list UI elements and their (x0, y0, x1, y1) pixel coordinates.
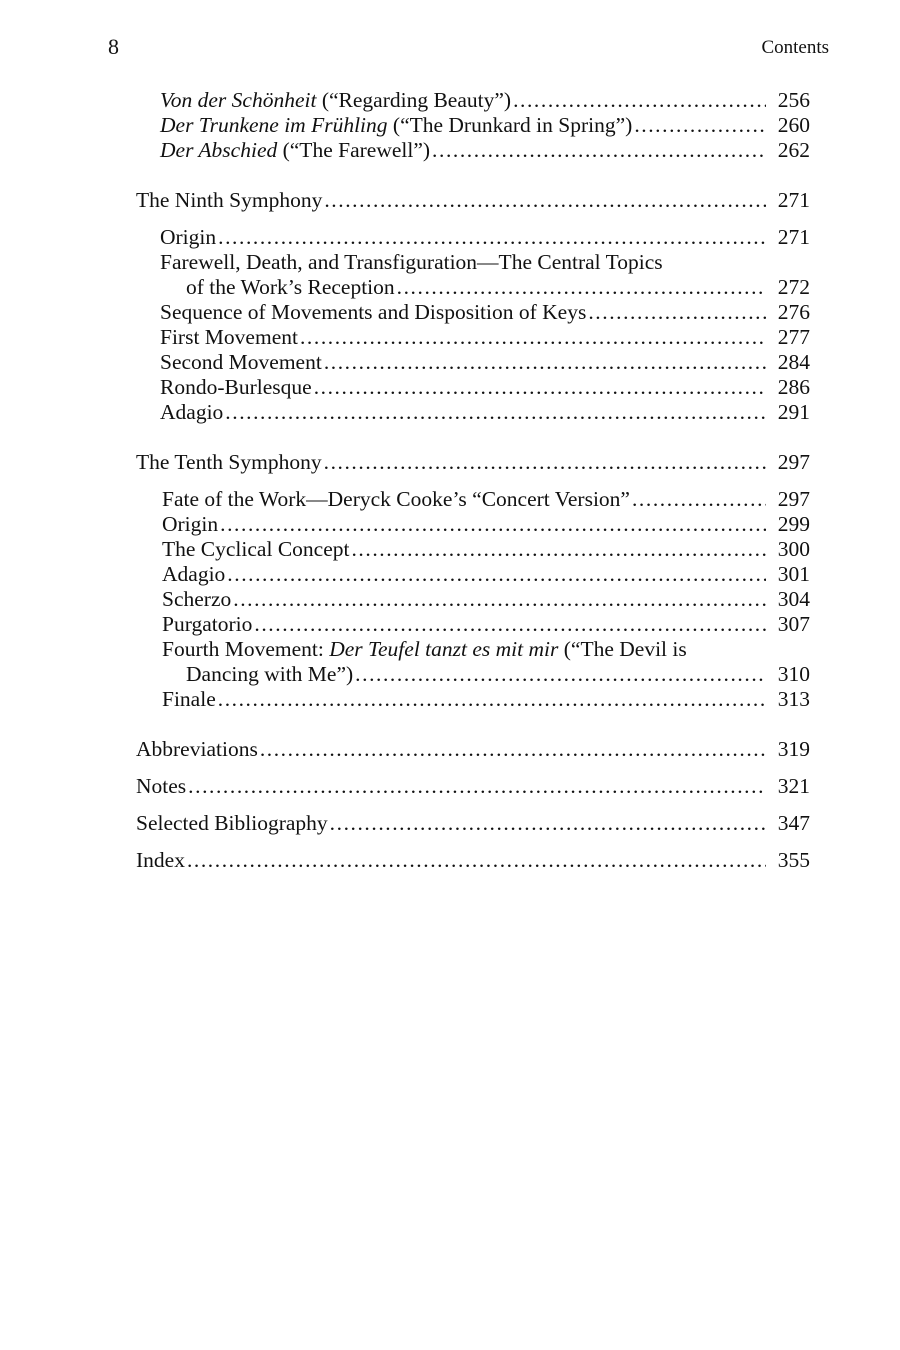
toc-entry-origin[interactable] (136, 225, 810, 250)
toc-entry-page: 301 (777, 562, 810, 586)
toc-entry-title: Origin (162, 512, 219, 536)
toc-entry-title: Sequence of Movements and Disposition of Keys (160, 300, 587, 324)
toc-entry-page: 299 (777, 512, 810, 536)
dot-leader (225, 400, 766, 425)
table-of-contents (136, 88, 810, 873)
toc-entry-fate-of-the-work[interactable] (136, 487, 810, 512)
dot-leader (513, 88, 766, 113)
toc-entry-page: 300 (777, 537, 810, 561)
toc-entry-title: Adagio (160, 400, 224, 424)
dot-leader (324, 188, 766, 213)
toc-entry-sequence-of-movements[interactable] (136, 300, 810, 325)
toc-entry-reception[interactable] (136, 275, 810, 300)
toc-entry-title: Fate of the Work—Deryck Cooke’s “Concert Version” (162, 487, 630, 511)
toc-entry-page: 321 (777, 774, 810, 798)
toc-entry-title: Notes (136, 774, 187, 798)
toc-entry-title: Finale (162, 687, 216, 711)
toc-entry-purgatorio[interactable] (136, 612, 810, 637)
toc-entry-title: Index (136, 848, 185, 872)
toc-entry-page: 297 (777, 450, 810, 474)
toc-entry-page: 272 (777, 275, 810, 299)
dot-leader (227, 562, 766, 587)
dot-leader (218, 687, 766, 712)
dot-leader (233, 587, 766, 612)
toc-entry-page: 271 (777, 188, 810, 212)
toc-entry-page: 284 (777, 350, 810, 374)
toc-entry-title: Von der Schönheit (“Regarding Beauty”) (160, 88, 512, 112)
toc-entry-page: 304 (777, 587, 810, 611)
toc-entry-page: 313 (777, 687, 810, 711)
toc-entry-fourth-movement[interactable] (136, 662, 810, 687)
dot-leader (432, 138, 766, 163)
toc-section-title: The Ninth Symphony (136, 188, 323, 212)
toc-entry-scherzo[interactable] (136, 587, 810, 612)
toc-entry-first-movement[interactable] (136, 325, 810, 350)
toc-entry-title: Purgatorio (162, 612, 253, 636)
dot-leader (330, 811, 766, 836)
dot-leader (397, 275, 766, 300)
dot-leader (260, 737, 766, 762)
toc-entry-title: First Movement (160, 325, 298, 349)
page-number: 8 (108, 34, 119, 59)
toc-entry-page: 286 (777, 375, 810, 399)
dot-leader (355, 662, 766, 687)
toc-entry-title: Dancing with Me”) (186, 662, 354, 686)
dot-leader (351, 537, 766, 562)
running-head: Contents (761, 37, 829, 58)
toc-entry-second-movement[interactable] (136, 350, 810, 375)
toc-entry-title: of the Work’s Reception (186, 275, 395, 299)
dot-leader (254, 612, 766, 637)
dot-leader (588, 300, 766, 325)
toc-entry-der-abschied[interactable] (136, 138, 810, 163)
toc-entry-title: Rondo-Burlesque (160, 375, 312, 399)
toc-entry-title: Der Abschied (“The Farewell”) (160, 138, 431, 162)
dot-leader (300, 325, 766, 350)
toc-entry-title: Second Movement (160, 350, 322, 374)
toc-section-title: The Tenth Symphony (136, 450, 322, 474)
toc-entry-page: 271 (777, 225, 810, 249)
toc-entry-page: 277 (777, 325, 810, 349)
toc-entry-title[interactable]: Farewell, Death, and Transfiguration—The Central Topics (160, 250, 663, 274)
toc-section-ninth-symphony[interactable] (136, 188, 810, 213)
toc-entry-rondo-burlesque[interactable] (136, 375, 810, 400)
toc-entry-index[interactable] (136, 848, 810, 873)
toc-entry-page: 347 (777, 811, 810, 835)
toc-entry-page: 307 (777, 612, 810, 636)
dot-leader (314, 375, 766, 400)
dot-leader (188, 774, 766, 799)
dot-leader (324, 350, 766, 375)
toc-entry-adagio[interactable] (136, 562, 810, 587)
toc-entry-adagio[interactable] (136, 400, 810, 425)
toc-entry-notes[interactable] (136, 774, 810, 799)
dot-leader (632, 487, 766, 512)
toc-entry-title: Adagio (162, 562, 226, 586)
toc-entry-title: Selected Bibliography (136, 811, 328, 835)
toc-entry-title: The Cyclical Concept (162, 537, 350, 561)
toc-entry-von-der-schonheit[interactable] (136, 88, 810, 113)
toc-entry-page: 297 (777, 487, 810, 511)
toc-section-tenth-symphony[interactable] (136, 450, 810, 475)
toc-entry-page: 276 (777, 300, 810, 324)
toc-entry-page: 319 (777, 737, 810, 761)
toc-entry-page: 355 (777, 848, 810, 872)
toc-entry-page: 291 (777, 400, 810, 424)
toc-entry-title[interactable]: Fourth Movement: Der Teufel tanzt es mit mir (“The Devil is (162, 637, 687, 661)
dot-leader (634, 113, 766, 138)
dot-leader (324, 450, 766, 475)
toc-entry-origin[interactable] (136, 512, 810, 537)
toc-entry-selected-bibliography[interactable] (136, 811, 810, 836)
toc-entry-der-trunkene[interactable] (136, 113, 810, 138)
toc-entry-page: 310 (777, 662, 810, 686)
toc-entry-page: 262 (777, 138, 810, 162)
toc-entry-cyclical-concept[interactable] (136, 537, 810, 562)
toc-entry-title: Der Trunkene im Frühling (“The Drunkard in Spring”) (160, 113, 633, 137)
toc-entry-abbreviations[interactable] (136, 737, 810, 762)
toc-entry-title: Abbreviations (136, 737, 258, 761)
dot-leader (187, 848, 766, 873)
toc-entry-page: 260 (777, 113, 810, 137)
toc-entry-finale[interactable] (136, 687, 810, 712)
toc-entry-title: Scherzo (162, 587, 232, 611)
toc-entry-page: 256 (777, 88, 810, 112)
dot-leader (218, 225, 766, 250)
dot-leader (220, 512, 766, 537)
toc-entry-title: Origin (160, 225, 217, 249)
